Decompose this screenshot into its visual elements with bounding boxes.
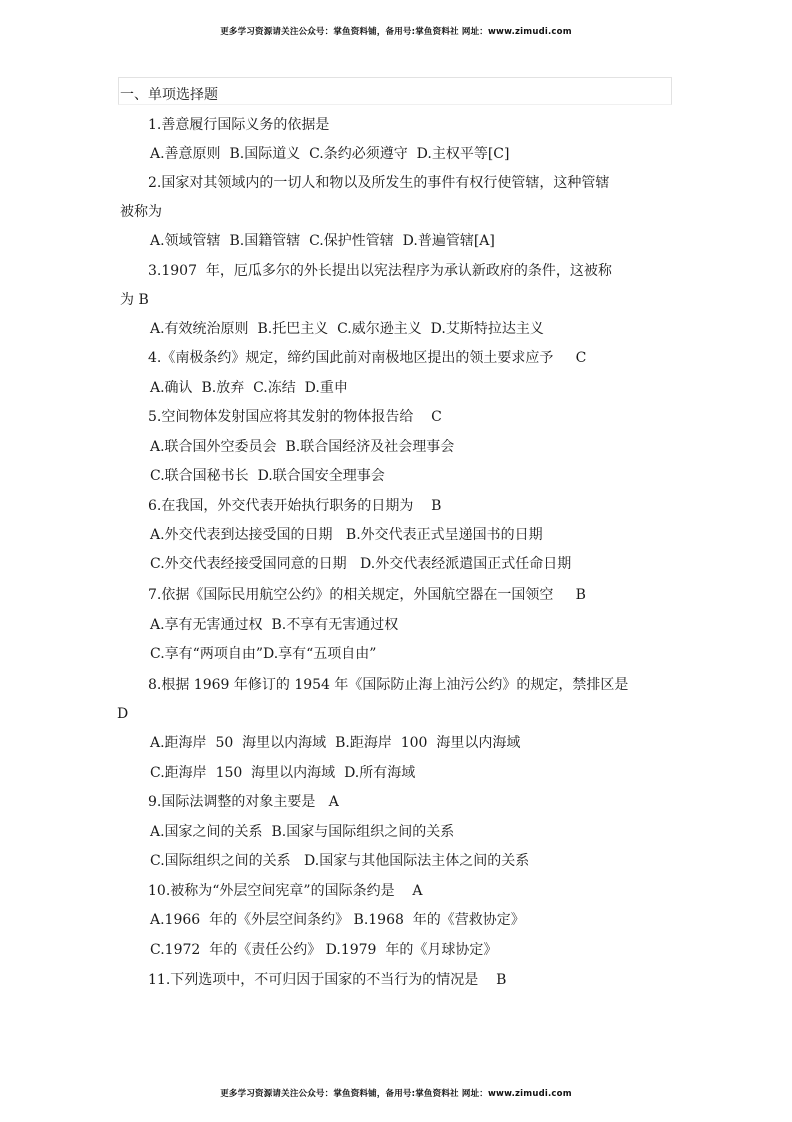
options-9a: A.国家之间的关系 B.国家与国际组织之间的关系 [150,824,455,840]
options-5b: C.联合国秘书长 D.联合国安全理事会 [150,468,385,484]
question-2: 2.国家对其领域内的一切人和物以及所发生的事件有权行使管辖，这种管辖 [148,175,610,191]
question-5: 5.空间物体发射国应将其发射的物体报告给 C [148,409,442,425]
options-10a: A.1966 年的《外层空间条约》 B.1968 年的《营救协定》 [150,912,525,928]
question-6: 6.在我国，外交代表开始执行职务的日期为 B [148,498,442,514]
options-6a: A.外交代表到达接受国的日期 B.外交代表正式呈递国书的日期 [150,527,543,543]
options-7a: A.享有无害通过权 B.不享有无害通过权 [150,617,399,633]
question-10: 10.被称为“外层空间宪章”的国际条约是 A [148,883,423,899]
question-8: 8.根据 1969 年修订的 1954 年《国际防止海上油污公约》的规定，禁排区是 [148,677,629,693]
question-4: 4.《南极条约》规定，缔约国此前对南极地区提出的领土要求应予 C [148,350,587,366]
question-1: 1.善意履行国际义务的依据是 [148,117,330,133]
options-5a: A.联合国外空委员会 B.联合国经济及社会理事会 [150,439,455,455]
question-3-cont: 为 B [120,292,149,308]
question-9: 9.国际法调整的对象主要是 A [148,794,339,810]
options-1: A.善意原则 B.国际道义 C.条约必须遵守 D.主权平等[C] [150,146,510,162]
section-title: 一、单项选择题 [120,87,218,103]
options-3: A.有效统治原则 B.托巴主义 C.威尔逊主义 D.艾斯特拉达主义 [150,321,544,337]
question-2-cont: 被称为 [120,204,162,220]
question-7: 7.依据《国际民用航空公约》的相关规定，外国航空器在一国领空 B [148,587,586,603]
options-8b: C.距海岸 150 海里以内海域 D.所有海域 [150,765,416,781]
question-11: 11.下列选项中，不可归因于国家的不当行为的情况是 B [148,972,507,988]
question-8-cont: D [117,706,129,722]
options-6b: C.外交代表经接受国同意的日期 D.外交代表经派遣国正式任命日期 [150,556,572,572]
options-10b: C.1972 年的《责任公约》 D.1979 年的《月球协定》 [150,942,498,958]
options-9b: C.国际组织之间的关系 D.国家与其他国际法主体之间的关系 [150,853,530,869]
options-4: A.确认 B.放弃 C.冻结 D.重申 [150,380,348,396]
options-2: A.领域管辖 B.国籍管辖 C.保护性管辖 D.普遍管辖[A] [150,233,495,249]
header-banner: 更多学习资源请关注公众号：掌鱼资料铺，备用号:掌鱼资料社 网址：www.zimudi.com [220,27,572,37]
footer-banner: 更多学习资源请关注公众号：掌鱼资料铺，备用号:掌鱼资料社 网址：www.zimudi.com [220,1089,572,1099]
options-7b: C.享有“两项自由”D.享有“五项自由” [150,646,377,662]
options-8a: A.距海岸 50 海里以内海域 B.距海岸 100 海里以内海域 [150,735,521,751]
question-3: 3.1907 年，厄瓜多尔的外长提出以宪法程序为承认新政府的条件，这被称 [148,263,612,279]
